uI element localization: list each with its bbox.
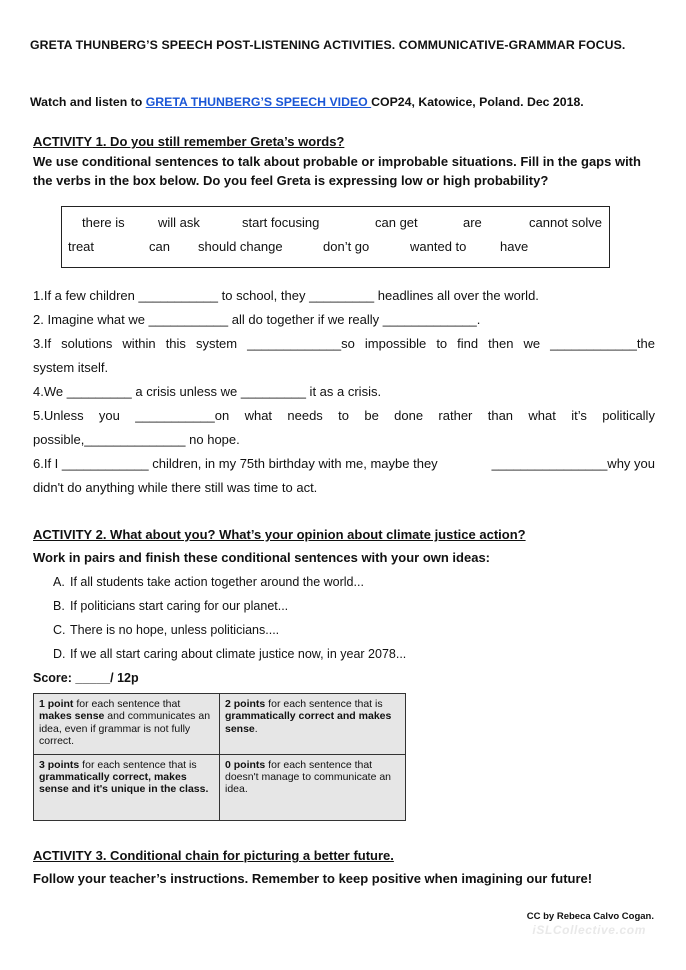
word: politically (602, 408, 655, 423)
word: needs (287, 408, 323, 423)
word: done (394, 408, 424, 423)
watch-prefix: Watch and listen to (30, 95, 146, 109)
verb-option: start focusing (242, 215, 320, 230)
sentence-6-line2: didn't do anything while there still was time to act. (33, 480, 318, 495)
activity3-instructions: Follow your teacher’s instructions. Remember to keep positive when imagining our future! (33, 871, 593, 886)
verb-option: should change (198, 239, 283, 254)
word: system (195, 336, 238, 351)
sentence-6-part: 6.If I ____________ children, in my 75th birthday with me, maybe they (33, 456, 438, 471)
word: this (165, 336, 186, 351)
word: what (244, 408, 273, 423)
sentence-3-line1 (33, 336, 655, 351)
watch-line (30, 95, 584, 109)
activity1-heading: ACTIVITY 1. Do you still remember Greta’s words? (33, 134, 345, 149)
sentence-2: 2. Imagine what we ___________ all do together if we really _____________. (33, 312, 481, 327)
word: within (122, 336, 156, 351)
score-label: Score: _____/ 12p (33, 671, 139, 685)
verb-option: wanted to (410, 239, 467, 254)
word: than (487, 408, 514, 423)
sentence-6-line1 (33, 456, 655, 471)
verb-option: cannot solve (529, 215, 602, 230)
word: rather (438, 408, 473, 423)
speech-video-link[interactable]: GRETA THUNBERG’S SPEECH VIDEO (145, 95, 372, 109)
watermark: iSLCollective.com (532, 923, 646, 937)
word: it’s (571, 408, 587, 423)
activity1-instructions: We use conditional sentences to talk about probable or improbable situations. Fill in the gaps with the verbs in the box below. Do you feel Greta is expressing low or high probability? (33, 154, 641, 188)
sentence-6-part: ________________why you (491, 456, 655, 471)
word: then (488, 336, 514, 351)
word: ___________on (135, 408, 230, 423)
verb-option: will ask (158, 215, 200, 230)
list-item: C. There is no hope, unless politicians.... (53, 623, 280, 637)
word: _____________so (247, 336, 355, 351)
word: solutions (61, 336, 113, 351)
verb-option: treat (68, 239, 95, 254)
verb-box (61, 206, 610, 268)
sentence-5-line2: possible,______________ no hope. (33, 432, 240, 447)
activity2-instructions: Work in pairs and finish these conditional sentences with your own ideas: (33, 550, 491, 565)
rubric-cell-0-points: 0 points for each sentence that doesn't manage to communicate an idea. (220, 754, 406, 820)
verb-option: there is (82, 215, 125, 230)
watch-suffix: COP24, Katowice, Poland. Dec 2018. (371, 95, 584, 109)
scoring-rubric (33, 693, 406, 821)
verb-option: are (463, 215, 482, 230)
list-item: B. If politicians start caring for our planet... (53, 599, 289, 613)
word: impossible (364, 336, 427, 351)
word: be (364, 408, 379, 423)
word: 3.If (33, 336, 52, 351)
word: find (457, 336, 479, 351)
word: 5.Unless (33, 408, 84, 423)
verb-option: have (500, 239, 529, 254)
rubric-cell-2-points: 2 points for each sentence that is grammatically correct and makes sense. (220, 694, 406, 755)
list-item: D. If we all start caring about climate justice now, in year 2078... (53, 647, 407, 661)
verb-option: can (149, 239, 170, 254)
rubric-cell-1-point: 1 point for each sentence that makes sense and communicates an idea, even if grammar is not fully correct. (34, 694, 220, 755)
verb-option: don’t go (323, 239, 370, 254)
word: we (523, 336, 541, 351)
sentence-4: 4.We _________ a crisis unless we _________ it as a crisis. (33, 384, 382, 399)
word: you (98, 408, 120, 423)
activity3-heading: ACTIVITY 3. Conditional chain for picturing a better future. (33, 848, 394, 863)
word: what (528, 408, 556, 423)
page-title: GRETA THUNBERG’S SPEECH POST-LISTENING ACTIVITIES. COMMUNICATIVE-GRAMMAR FOCUS. (30, 38, 626, 52)
rubric-cell-3-points: 3 points for each sentence that is grammatically correct, makes sense and it's unique in the class. (34, 754, 220, 820)
word: to (338, 408, 349, 423)
word: to (436, 336, 448, 351)
activity2-heading: ACTIVITY 2. What about you? What’s your opinion about climate justice action? (33, 527, 526, 542)
sentence-1: 1.If a few children ___________ to school, they _________ headlines all over the world. (33, 288, 539, 303)
author-credit: CC by Rebeca Calvo Cogan. (526, 911, 654, 922)
sentence-3-line2: system itself. (33, 360, 109, 375)
list-item: A. If all students take action together around the world... (53, 575, 364, 589)
sentence-5-line1 (33, 408, 655, 423)
verb-option: can get (375, 215, 418, 230)
word: ____________the (550, 336, 655, 351)
